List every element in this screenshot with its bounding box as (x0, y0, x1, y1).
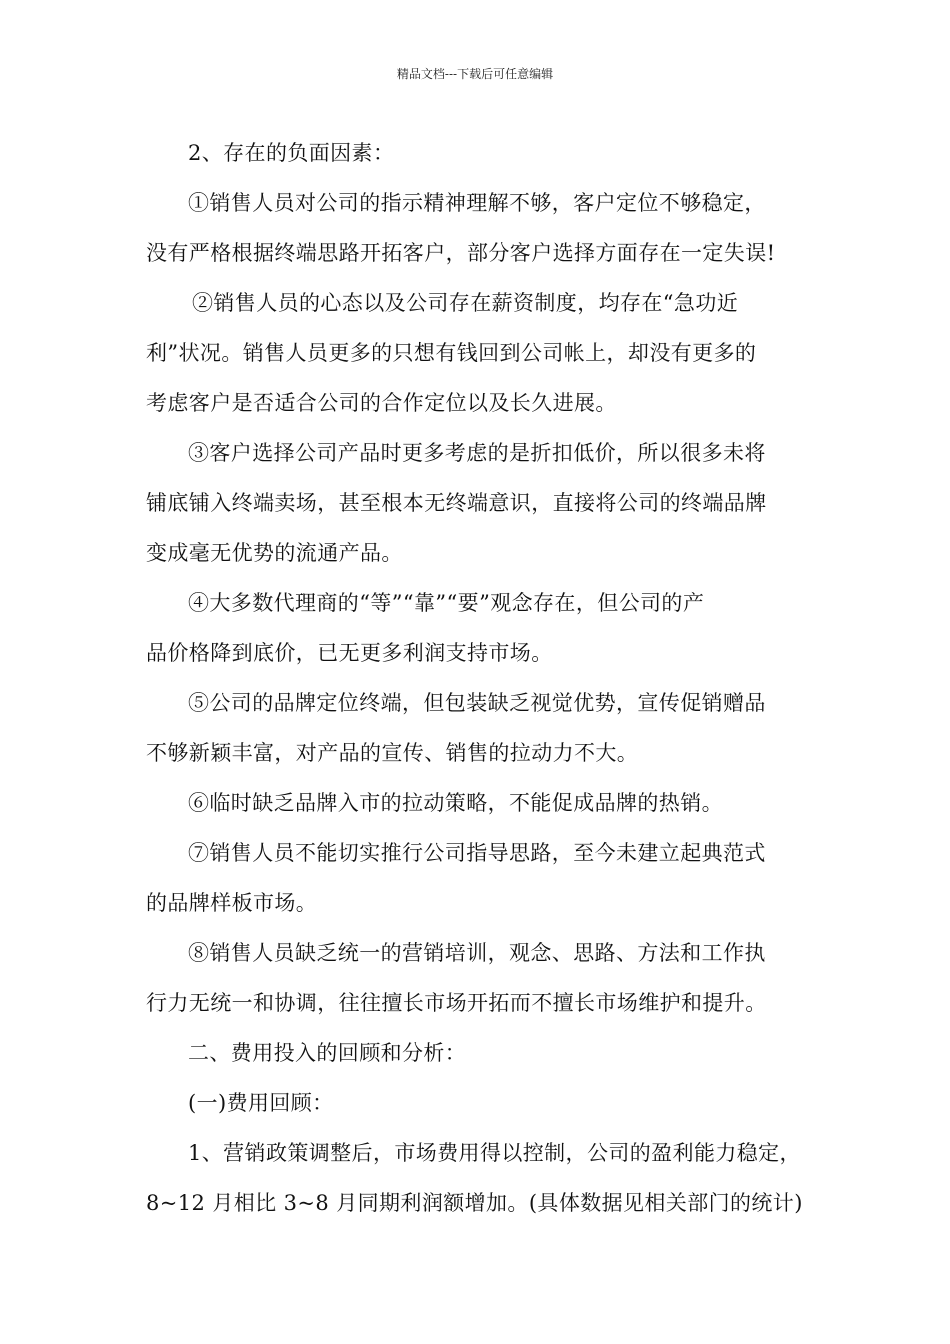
section-heading: 二、费用投入的回顾和分析： (188, 1041, 467, 1065)
paragraph-line: 的品牌样板市场。 (146, 891, 318, 915)
paragraph-line: 行力无统一和协调，往往擅长市场开拓而不擅长市场维护和提升。 (146, 991, 767, 1015)
paragraph-line: ⑧销售人员缺乏统一的营销培训，观念、思路、方法和工作执 (188, 941, 766, 965)
paragraph-line: 品价格降到底价，已无更多利润支持市场。 (146, 641, 553, 665)
paragraph-line: 不够新颖丰富，对产品的宣传、销售的拉动力不大。 (146, 741, 639, 765)
paragraph-line: ②销售人员的心态以及公司存在薪资制度，均存在“急功近 (192, 291, 739, 315)
paragraph-line: ③客户选择公司产品时更多考虑的是折扣低价，所以很多未将 (188, 441, 766, 465)
subsection-heading: (一)费用回顾： (188, 1091, 334, 1115)
paragraph-line: 利”状况。销售人员更多的只想有钱回到公司帐上，却没有更多的 (146, 341, 757, 365)
paragraph-line: 变成毫无优势的流通产品。 (146, 541, 403, 565)
paragraph-line: 没有严格根据终端思路开拓客户，部分客户选择方面存在一定失误! (146, 241, 776, 265)
paragraph-line: ⑦销售人员不能切实推行公司指导思路，至今未建立起典范式 (188, 841, 766, 865)
paragraph-line: 1、营销政策调整后，市场费用得以控制，公司的盈利能力稳定， (188, 1141, 801, 1165)
page-header: 精品文档---下载后可任意编辑 (396, 67, 554, 81)
paragraph-line: ⑥临时缺乏品牌入市的拉动策略，不能促成品牌的热销。 (188, 791, 723, 815)
paragraph-line: ⑤公司的品牌定位终端，但包装缺乏视觉优势，宣传促销赠品 (188, 691, 766, 715)
section-heading: 2、存在的负面因素： (188, 141, 395, 165)
paragraph-line: ①销售人员对公司的指示精神理解不够，客户定位不够稳定， (188, 191, 766, 215)
paragraph-line: 8~12 月相比 3~8 月同期利润额增加。(具体数据见相关部门的统计) (146, 1191, 803, 1215)
paragraph-line: 铺底铺入终端卖场，甚至根本无终端意识，直接将公司的终端品牌 (146, 491, 767, 515)
paragraph-line: 考虑客户是否适合公司的合作定位以及长久进展。 (146, 391, 617, 415)
paragraph-line: ④大多数代理商的“等”“靠”“要”观念存在，但公司的产 (188, 591, 705, 615)
